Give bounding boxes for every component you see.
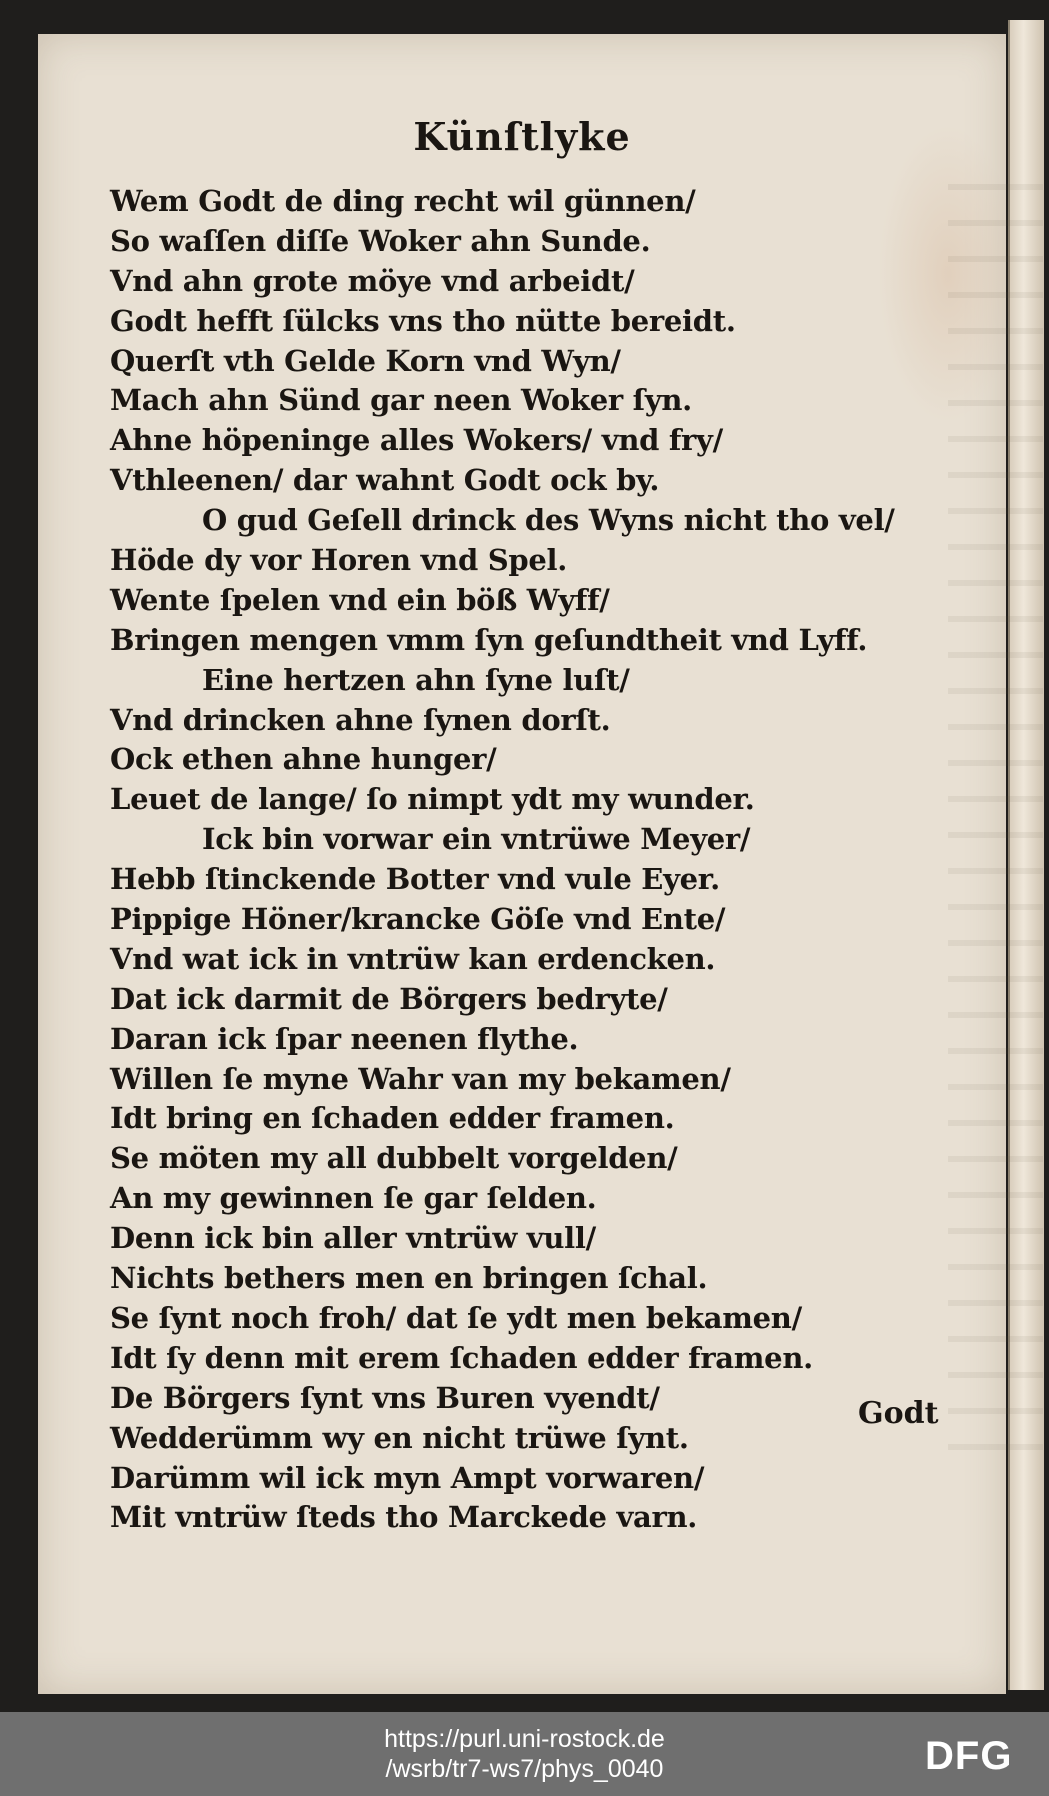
verse-line: So waſſen diſſe Woker ahn Sunde.	[110, 223, 651, 258]
verse-line: Willen ſe myne Wahr van my bekamen/	[110, 1061, 731, 1096]
catchword: Godt	[858, 1396, 939, 1431]
verse-line: De Börgers ſynt vns Buren vyendt/	[110, 1380, 660, 1415]
verse-line: Mit vntrüw ſteds tho Marckede varn.	[110, 1500, 698, 1535]
verse-line: Leuet de lange/ ſo nimpt ydt my wunder.	[110, 782, 755, 817]
verse-line: Vnd ahn grote möye vnd arbeidt/	[110, 263, 635, 298]
verse-line: Nichts bethers men en bringen ſchal.	[110, 1261, 708, 1296]
verse-line: Idt bring en ſchaden edder framen.	[110, 1101, 675, 1136]
verse-line: Godt hefft ſülcks vns tho nütte bereidt.	[110, 303, 736, 338]
verse-line: Pippige Höner/krancke Göſe vnd Ente/	[110, 902, 726, 937]
running-head: Künſtlyke	[413, 114, 631, 159]
dfg-logo: DFG	[925, 1734, 1013, 1778]
permalink-url[interactable]	[0, 1724, 1049, 1784]
permalink-url-line1: https://purl.uni-rostock.de	[384, 1725, 665, 1753]
book-page	[38, 34, 1006, 1694]
verse-line: Mach ahn Sünd gar neen Woker ſyn.	[110, 383, 692, 418]
verse-line: Ahne höpeninge alles Wokers/ vnd fry/	[110, 423, 723, 458]
verse-line: Wem Godt de ding recht wil günnen/	[110, 184, 696, 218]
verse-line: Querſt vth Gelde Korn vnd Wyn/	[110, 343, 621, 378]
verse-line: Bringen mengen vmm ſyn geſundtheit vnd Lyff.	[110, 622, 868, 657]
verse-line: Ock ethen ahne hunger/	[110, 742, 497, 777]
verse-line: Vnd drincken ahne ſynen dorſt.	[110, 702, 611, 737]
verse-line: Se ſynt noch froh/ dat ſe ydt men bekamen/	[110, 1300, 802, 1335]
permalink-url-line2: /wsrb/tr7-ws7/phys_0040	[385, 1755, 664, 1783]
verse-line: Wente ſpelen vnd ein böß Wyff/	[110, 582, 610, 617]
verse-line: Denn ick bin aller vntrüw vull/	[110, 1221, 596, 1256]
verse-line: Ick bin vorwar ein vntrüwe Meyer/	[202, 822, 751, 857]
verse-line: Hebb ſtinckende Botter vnd vule Eyer.	[110, 862, 720, 897]
viewer-footer	[0, 1712, 1049, 1796]
verse-line: Vthleenen/ dar wahnt Godt ock by.	[110, 463, 660, 498]
verse-line: Eine hertzen ahn ſyne luſt/	[202, 662, 630, 697]
verse-line: An my gewinnen ſe gar ſelden.	[110, 1181, 597, 1216]
verse-line: O gud Geſell drinck des Wyns nicht tho vel/	[202, 503, 895, 538]
verse-line: Höde dy vor Horen vnd Spel.	[110, 543, 568, 578]
verse-line: Dat ick darmit de Börgers bedryte/	[110, 981, 668, 1016]
verse-line: Daran ick ſpar neenen flythe.	[110, 1021, 579, 1056]
verse-line: Se möten my all dubbelt vorgelden/	[110, 1141, 678, 1176]
verse-line: Idt ſy denn mit erem ſchaden edder framen.	[110, 1340, 813, 1375]
verse-line: Darümm wil ick myn Ampt vorwaren/	[110, 1460, 705, 1495]
verse-line: Wedderümm wy en nicht trüwe ſynt.	[110, 1420, 689, 1455]
verse-text	[110, 182, 990, 1538]
verse-line: Vnd wat ick in vntrüw kan erdencken.	[110, 941, 716, 976]
